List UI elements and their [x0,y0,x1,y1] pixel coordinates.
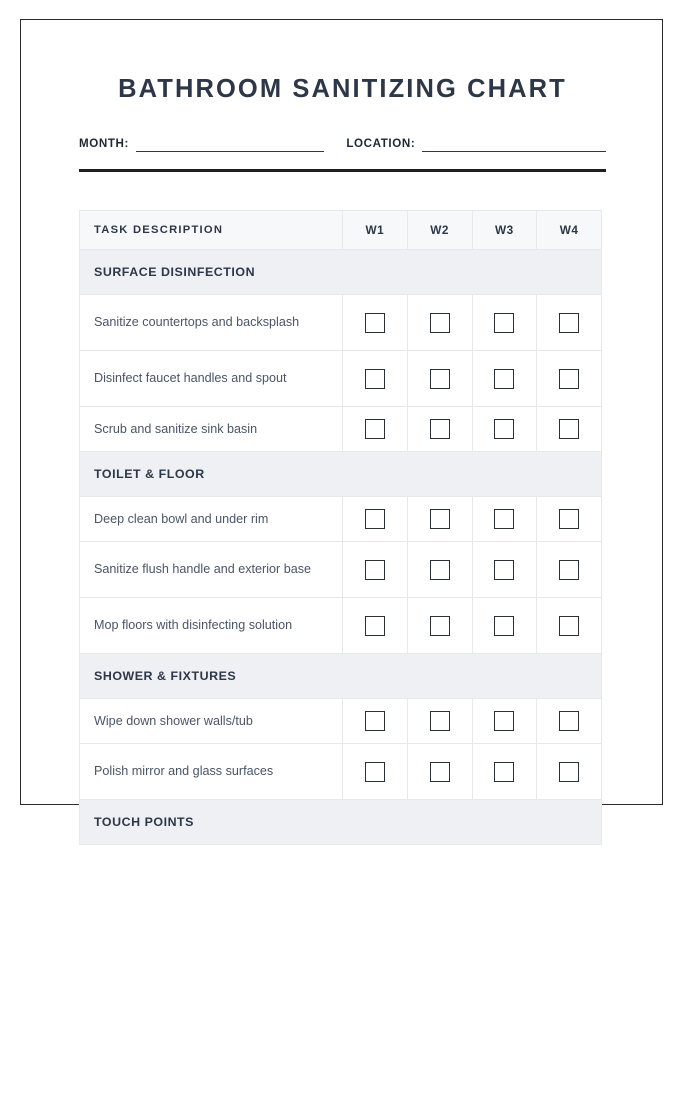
checkbox-unchecked-icon[interactable] [365,762,385,782]
page-title: BATHROOM SANITIZING CHART [118,75,567,103]
month-label: MONTH: [79,137,129,150]
checkbox-unchecked-icon[interactable] [494,369,514,389]
checkbox-cell-w4[interactable] [537,744,602,800]
checkbox-unchecked-icon[interactable] [430,762,450,782]
checkbox-cell-w1[interactable] [343,407,408,452]
checkbox-unchecked-icon[interactable] [365,616,385,636]
checkbox-unchecked-icon[interactable] [559,762,579,782]
checkbox-unchecked-icon[interactable] [494,560,514,580]
checkbox-cell-w2[interactable] [407,407,472,452]
checkbox-cell-w2[interactable] [407,542,472,598]
checkbox-unchecked-icon[interactable] [494,616,514,636]
checkbox-cell-w3[interactable] [472,542,537,598]
checkbox-cell-w4[interactable] [537,351,602,407]
table-row [80,407,602,452]
checkbox-unchecked-icon[interactable] [430,616,450,636]
checkbox-cell-w4[interactable] [537,598,602,654]
task-description: Scrub and sanitize sink basin [80,407,343,452]
task-description: Disinfect faucet handles and spout [80,351,343,407]
location-input-blank[interactable] [422,136,606,152]
section-title: SURFACE DISINFECTION [80,250,602,295]
checkbox-cell-w4[interactable] [537,497,602,542]
task-description: Wipe down shower walls/tub [80,699,343,744]
task-description: Mop floors with disinfecting solution [80,598,343,654]
meta-fields-row [79,130,606,152]
column-header-task: TASK DESCRIPTION [80,211,343,250]
checkbox-unchecked-icon[interactable] [430,313,450,333]
checkbox-cell-w1[interactable] [343,699,408,744]
checkbox-unchecked-icon[interactable] [365,419,385,439]
page-content [21,20,664,1120]
section-title: SHOWER & FIXTURES [80,654,602,699]
checkbox-cell-w1[interactable] [343,542,408,598]
checkbox-unchecked-icon[interactable] [365,711,385,731]
section-title: TOILET & FLOOR [80,452,602,497]
checkbox-cell-w3[interactable] [472,699,537,744]
table-head [80,211,602,250]
checkbox-cell-w4[interactable] [537,407,602,452]
checkbox-cell-w1[interactable] [343,295,408,351]
checkbox-unchecked-icon[interactable] [365,509,385,529]
checkbox-unchecked-icon[interactable] [430,560,450,580]
table-row [80,744,602,800]
chart-table-wrapper [79,210,606,845]
checkbox-cell-w3[interactable] [472,497,537,542]
checkbox-unchecked-icon[interactable] [365,313,385,333]
table-row [80,295,602,351]
checkbox-cell-w4[interactable] [537,699,602,744]
month-input-blank[interactable] [136,136,324,152]
checkbox-cell-w1[interactable] [343,598,408,654]
page-sheet [20,19,663,829]
checkbox-cell-w3[interactable] [472,744,537,800]
checkbox-cell-w2[interactable] [407,497,472,542]
checkbox-cell-w2[interactable] [407,351,472,407]
task-description: Polish mirror and glass surfaces [80,744,343,800]
checkbox-unchecked-icon[interactable] [559,509,579,529]
checkbox-cell-w1[interactable] [343,497,408,542]
checkbox-cell-w1[interactable] [343,744,408,800]
column-header-w3: W3 [472,211,537,250]
month-field[interactable] [79,136,346,152]
checkbox-unchecked-icon[interactable] [559,616,579,636]
checkbox-unchecked-icon[interactable] [559,313,579,333]
table-row [80,598,602,654]
checkbox-cell-w3[interactable] [472,598,537,654]
table-row [80,497,602,542]
section-header-row [80,452,602,497]
table-row [80,351,602,407]
column-header-w2: W2 [407,211,472,250]
checkbox-unchecked-icon[interactable] [559,560,579,580]
table-body [80,250,602,845]
checkbox-cell-w2[interactable] [407,744,472,800]
table-row [80,542,602,598]
checkbox-cell-w2[interactable] [407,295,472,351]
task-description: Sanitize flush handle and exterior base [80,542,343,598]
section-header-row [80,800,602,845]
location-field[interactable] [346,136,606,152]
checkbox-cell-w2[interactable] [407,598,472,654]
checkbox-unchecked-icon[interactable] [365,560,385,580]
checkbox-cell-w3[interactable] [472,351,537,407]
section-header-row [80,654,602,699]
checkbox-unchecked-icon[interactable] [494,711,514,731]
checkbox-unchecked-icon[interactable] [494,419,514,439]
checkbox-cell-w3[interactable] [472,295,537,351]
sanitizing-chart-table [79,210,602,845]
checkbox-cell-w4[interactable] [537,542,602,598]
checkbox-cell-w1[interactable] [343,351,408,407]
section-title: TOUCH POINTS [80,800,602,845]
checkbox-unchecked-icon[interactable] [365,369,385,389]
checkbox-unchecked-icon[interactable] [559,419,579,439]
table-header-row [80,211,602,250]
checkbox-unchecked-icon[interactable] [430,419,450,439]
checkbox-unchecked-icon[interactable] [494,762,514,782]
checkbox-cell-w3[interactable] [472,407,537,452]
checkbox-unchecked-icon[interactable] [494,313,514,333]
column-header-w1: W1 [343,211,408,250]
section-header-row [80,250,602,295]
checkbox-unchecked-icon[interactable] [559,369,579,389]
table-row [80,699,602,744]
checkbox-cell-w2[interactable] [407,699,472,744]
column-header-w4: W4 [537,211,602,250]
location-label: LOCATION: [346,137,416,150]
task-description: Sanitize countertops and backsplash [80,295,343,351]
checkbox-unchecked-icon[interactable] [430,509,450,529]
header-divider-rule [79,169,606,172]
checkbox-unchecked-icon[interactable] [430,711,450,731]
checkbox-cell-w4[interactable] [537,295,602,351]
checkbox-unchecked-icon[interactable] [494,509,514,529]
task-description: Deep clean bowl and under rim [80,497,343,542]
checkbox-unchecked-icon[interactable] [430,369,450,389]
checkbox-unchecked-icon[interactable] [559,711,579,731]
